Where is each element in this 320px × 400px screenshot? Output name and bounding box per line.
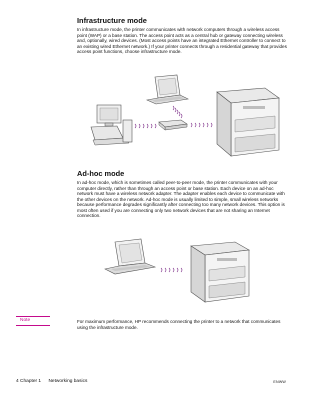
- section-title-ad-hoc: Ad-hoc mode: [77, 169, 125, 178]
- infrastructure-figure: [85, 72, 285, 167]
- section-body-ad-hoc: In ad-hoc mode, which is sometimes called peer-to-peer mode, the printer communicates with your computer directly, rather than through an access point or base station. Each device on an ad-hoc network must have a wireless network adapter. The adapter enables each device to communicate with the other devices on the network. Ad-hoc mode is usually limited to simple, small wireless networks because performance degrades significantly after connecting too many network devices. This option is most often used if you are connecting only two network devices that are not sharing an Internet connection.: [77, 180, 285, 219]
- note-label: Note: [20, 318, 31, 323]
- note-text: For maximum performance, HP recommends connecting the printer to a network that communicates using the infrastructure mode.: [77, 319, 281, 330]
- ad-hoc-figure: [95, 236, 265, 306]
- wireless-signal-icon: [135, 124, 156, 128]
- chapter-title: Networking basics: [48, 379, 88, 384]
- desktop-computer-illustration: [91, 105, 132, 145]
- printer-illustration: [191, 242, 249, 302]
- wireless-signal-icon: [161, 268, 182, 272]
- wireless-signal-icon: [173, 106, 182, 118]
- laptop-illustration: [105, 239, 155, 274]
- page-number: 4: [16, 379, 19, 384]
- note-rule-bottom: [16, 325, 50, 326]
- edition-code: ENWW: [273, 380, 286, 384]
- access-point-illustration: [159, 120, 187, 130]
- printer-illustration: [217, 88, 279, 156]
- note-rule-top: [16, 316, 50, 317]
- page-footer: [16, 379, 87, 385]
- section-title-infrastructure: Infrastructure mode: [77, 16, 147, 25]
- section-body-infrastructure: In infrastructure mode, the printer communicates with network computers through a wireless access point (WAP) or a base station. The access point acts as a central hub or gateway connecting wireless and, optionally, wired devices. (Most access points have an integrated Ethernet controller to connect to an existing wired Ethernet network.) If your printer connects through a residential gateway that provides access point functions, choose infrastructure mode.: [77, 27, 287, 55]
- wireless-signal-icon: [191, 123, 212, 127]
- laptop-illustration: [147, 75, 188, 104]
- chapter-label: Chapter 1: [20, 379, 42, 384]
